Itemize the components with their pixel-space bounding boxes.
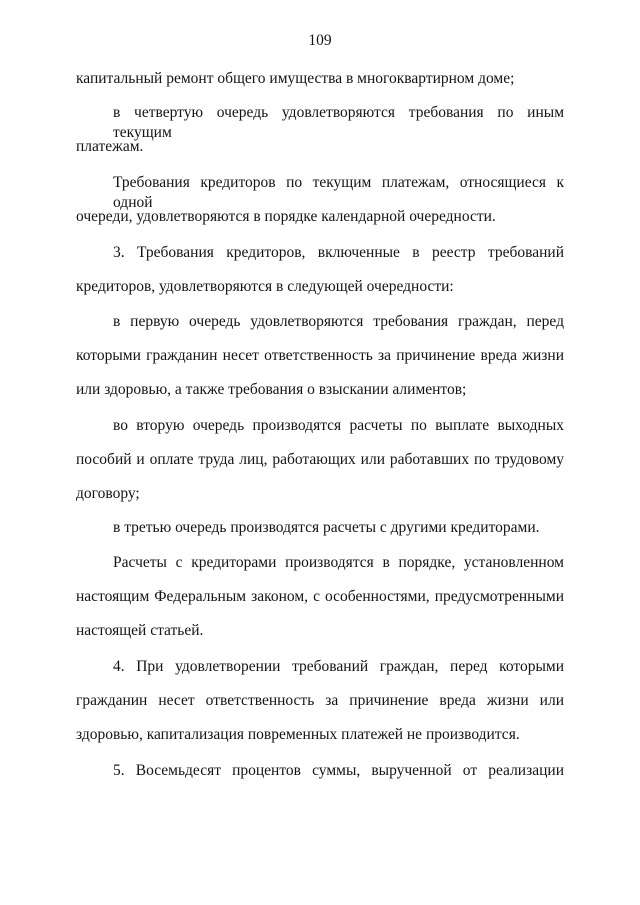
text-line: настоящей статьей.	[76, 622, 204, 639]
text-line: 3. Требования кредиторов, включенные в реестр требований	[113, 244, 564, 261]
text-line: кредиторов, удовлетворяются в следующей очередности:	[76, 278, 454, 295]
text-line: настоящим Федеральным законом, с особенностями, предусмотренными	[76, 588, 564, 605]
text-line: Требования кредиторов по текущим платежам, относящиеся к одной	[113, 174, 564, 211]
text-line: во вторую очередь производятся расчеты по выплате выходных	[113, 417, 564, 434]
text-line: Расчеты с кредиторами производятся в порядке, установленном	[113, 554, 564, 571]
text-line: очереди, удовлетворяются в порядке календарной очередности.	[76, 208, 496, 225]
page-number: 109	[308, 32, 332, 49]
text-line: здоровью, капитализация повременных платежей не производится.	[76, 726, 520, 743]
text-line: в первую очередь удовлетворяются требования граждан, перед	[113, 313, 564, 330]
text-line: договору;	[76, 485, 140, 502]
text-line: в четвертую очередь удовлетворяются требования по иным текущим	[113, 104, 564, 141]
text-line: капитальный ремонт общего имущества в многоквартирном доме;	[76, 70, 515, 87]
text-line: 4. При удовлетворении требований граждан, перед которыми	[113, 658, 564, 675]
text-line: гражданин несет ответственность за причинение вреда жизни или	[76, 692, 564, 709]
text-line: в третью очередь производятся расчеты с другими кредиторами.	[113, 519, 540, 536]
text-line: пособий и оплате труда лиц, работающих или работавших по трудовому	[76, 451, 564, 468]
text-line: платежам.	[76, 138, 144, 155]
text-line: 5. Восемьдесят процентов суммы, вырученной от реализации	[113, 762, 564, 779]
text-line: которыми гражданин несет ответственность за причинение вреда жизни	[76, 347, 564, 364]
text-line: или здоровью, а также требования о взыскании алиментов;	[76, 381, 467, 398]
